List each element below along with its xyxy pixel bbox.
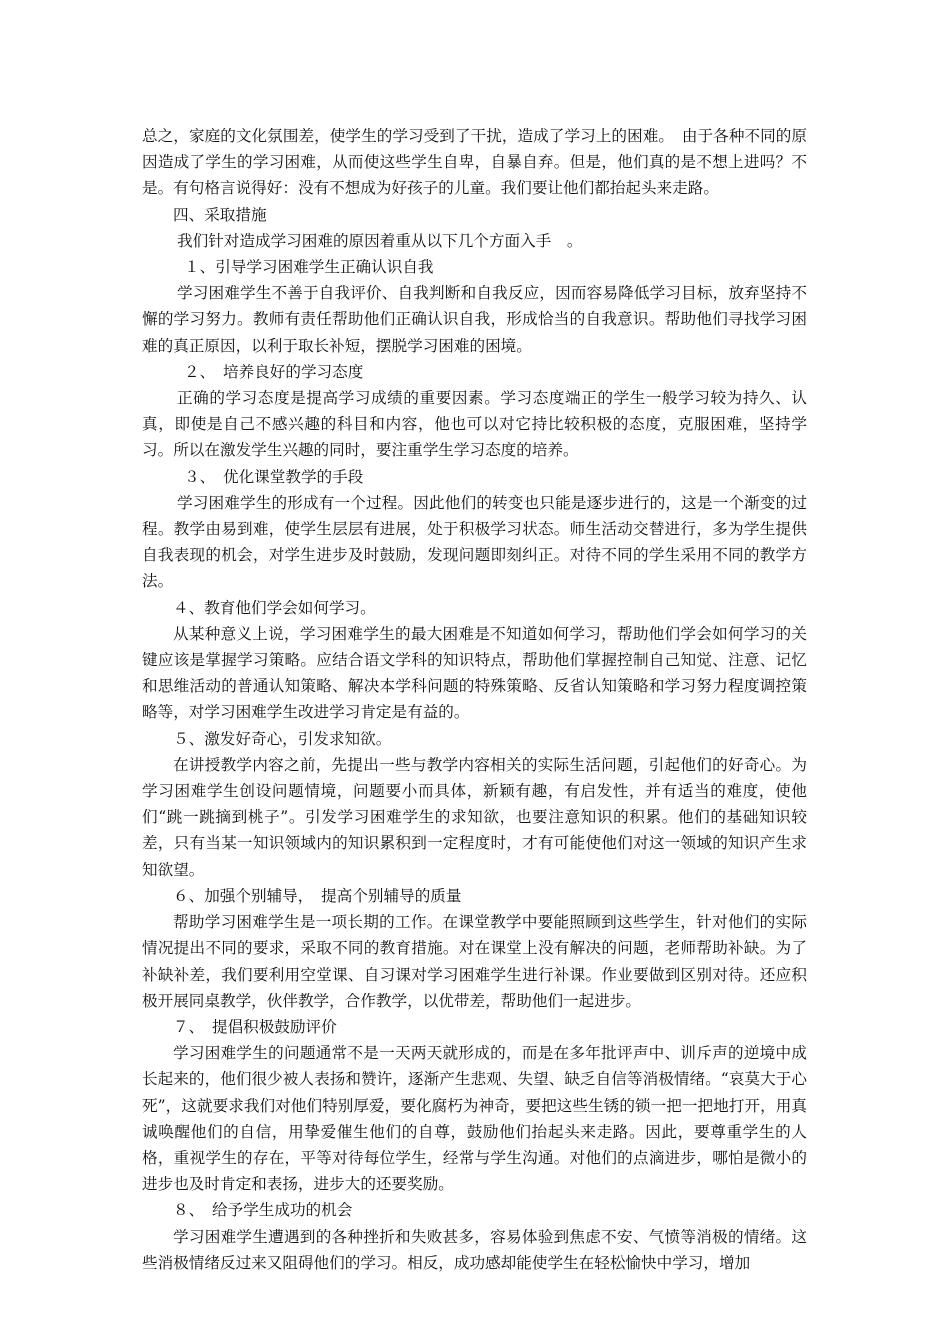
- paragraph-5: 在讲授教学内容之前，先提出一些与教学内容相关的实际生活问题，引起他们的好奇心。为学习困难学生创设问题情境，问题要小而具体，新颖有趣，有启发性，并有适当的难度，使他们“跳一跳摘到桃子”。引发学习困难学生的求知欲，也要注意知识的积累。他们的基础知识较差，只有当某一知识领域内的知识累积到一定程度时，才有可能使他们对这一领域的知识产生求知欲望。: [142, 755, 807, 879]
- subheading-4: ４、教育他们学会如何学习。: [173, 598, 376, 617]
- subheading-6: ６、加强个别辅导， 提高个别辅导的质量: [173, 886, 462, 905]
- subheading-2: ２、 培养良好的学习态度: [184, 362, 364, 381]
- subheading-3: ３、 优化课堂教学的手段: [184, 467, 364, 486]
- paragraph-family-summary: 总之，家庭的文化氛围差，使学生的学习受到了干扰，造成了学习上的困难。 由于各种不同的原因造成了学生的学习困难，从而使这些学生自卑，自暴自弃。但是，他们真的是不想上进吗？不是。有句格言说得好：没有不想成为好孩子的儿童。我们要让他们都抬起头来走路。: [142, 127, 807, 198]
- subheading-7: ７、 提倡积极鼓励评价: [173, 1017, 337, 1036]
- subheading-8: ８、 给予学生成功的机会: [173, 1201, 353, 1220]
- paragraph-4: 从某种意义上说，学习困难学生的最大困难是不知道如何学习，帮助他们学会如何学习的关键应该是掌握学习策略。应结合语文学科的知识特点，帮助他们掌握控制自己知觉、注意、记忆和思维活动的普通认知策略、解决本学科问题的特殊策略、反省认知策略和学习努力程度调控策略等，对学习困难学生改进学习肯定是有益的。: [142, 624, 807, 722]
- paragraph-6: 帮助学习困难学生是一项长期的工作。在课堂教学中要能照顾到这些学生，针对他们的实际情况提出不同的要求，采取不同的教育措施。对在课堂上没有解决的问题，老师帮助补缺。为了补缺补差，我们要利用空堂课、自习课对学习困难学生进行补课。作业要做到区别对待。还应积极开展同桌教学，伙伴教学，合作教学，以优带差，帮助他们一起进步。: [142, 913, 807, 1010]
- paragraph-measures-intro: 我们针对造成学习困难的原因着重从以下几个方面入手 。: [177, 231, 583, 250]
- paragraph-1: 学习困难学生不善于自我评价、自我判断和自我反应，因而容易降低学习目标，放弃坚持不懈的学习努力。教师有责任帮助他们正确认识自我，形成恰当的自我意识。帮助他们寻找学习困难的真正原因，以利于取长补短，摆脱学习困难的困境。: [142, 284, 807, 355]
- subheading-5: ５、激发好奇心，引发求知欲。: [173, 729, 392, 748]
- paragraph-7: 学习困难学生的问题通常不是一天两天就形成的，而是在多年批评声中、训斥声的逆境中成长起来的，他们很少被人表扬和赞许，逐渐产生悲观、失望、缺乏自信等消极情绪。“哀莫大于心死”，这就要求我们对他们特别厚爱，要化腐朽为神奇，要把这些生锈的锁一把一把地打开，用真诚唤醒他们的自信，用挚爱催生他们的自尊，鼓励他们抬起头来走路。因此，要尊重学生的人格，重视学生的存在，平等对待每位学生，经常与学生沟通。对他们的点滴进步，哪怕是微小的进步也及时肯定和表扬，进步大的还要奖励。: [142, 1044, 807, 1194]
- paragraph-3: 学习困难学生的形成有一个过程。因此他们的转变也只能是逐步进行的，这是一个渐变的过程。教学由易到难，使学生层层有进展，处于积极学习状态。师生活动交替进行，多为学生提供自我表现的机会，对学生进步及时鼓励，发现问题即刻纠正。对待不同的学生采用不同的教学方法。: [142, 493, 807, 591]
- section-heading-measures: 四、采取措施: [173, 205, 267, 224]
- paragraph-2: 正确的学习态度是提高学习成绩的重要因素。学习态度端正的学生一般学习较为持久、认真，即使是自己不感兴趣的科目和内容，他也可以对它持比较积极的态度，克服困难，坚持学习。所以在激发学生兴趣的同时，要注重学生学习态度的培养。: [142, 389, 807, 460]
- paragraph-8: 学习困难学生遭遇到的各种挫折和失败甚多，容易体验到焦虑不安、气愤等消极的情绪。这些消极情绪反过来又阻碍他们的学习。相反，成功感却能使学生在轻松愉快中学习，增加: [142, 1227, 807, 1272]
- subheading-1: １、引导学习困难学生正确认识自我: [184, 258, 434, 277]
- document-body: [142, 123, 807, 1276]
